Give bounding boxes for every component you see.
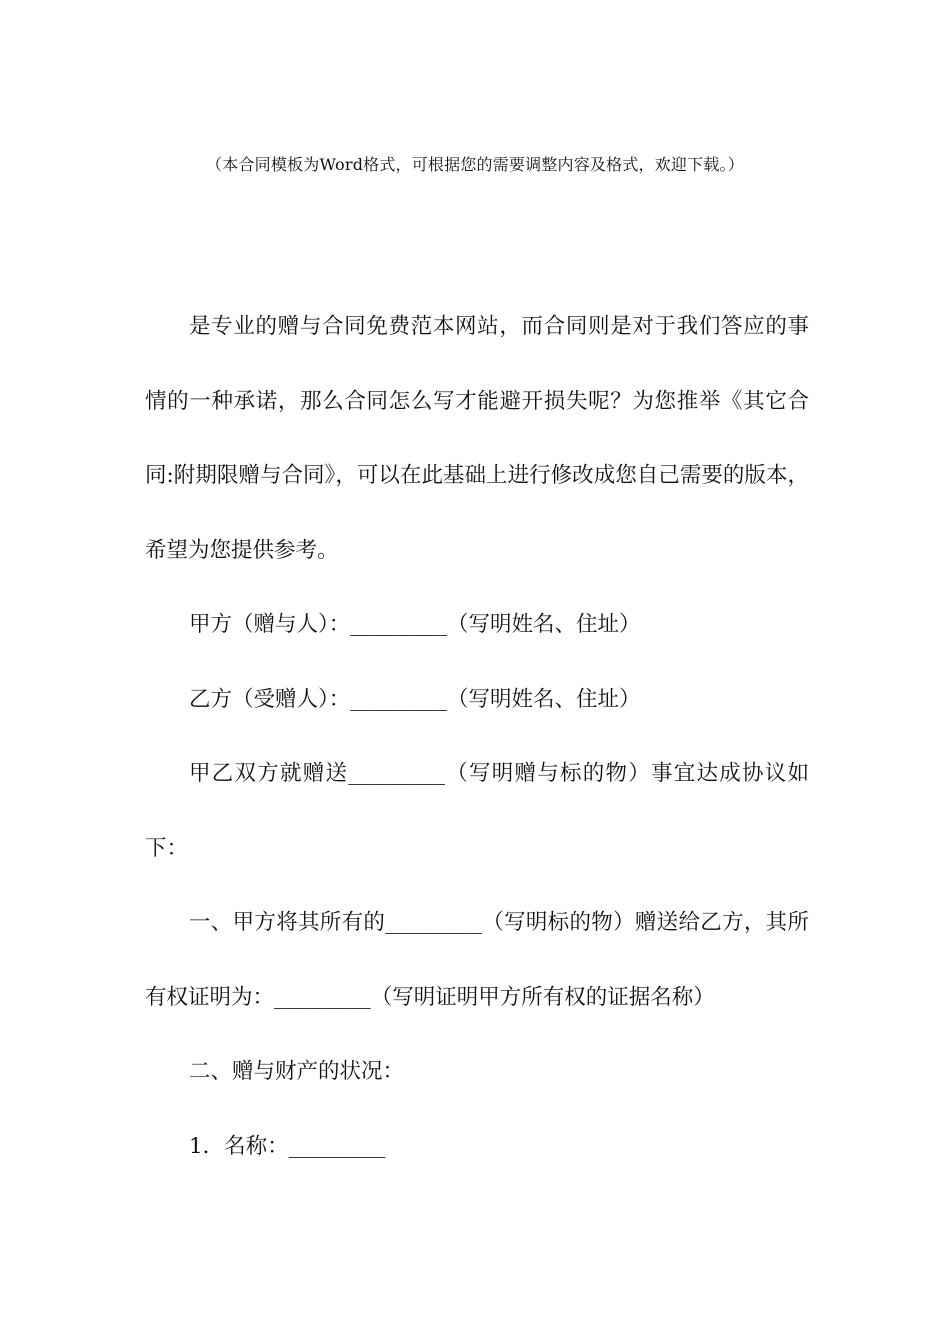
agreement-paragraph: 甲乙双方就赠送_________（写明赠与标的物）事宜达成协议如下： <box>145 761 809 861</box>
item-name-line: 1．名称：_________ <box>189 1133 386 1159</box>
clause-one: 一、甲方将其所有的_________（写明标的物）赠送给乙方，其所有权证明为：_________（写明证明甲方所有权的证据名称） <box>145 910 809 1010</box>
party-a-line: 甲方（赠与人）：_________（写明姓名、住址） <box>189 612 641 637</box>
intro-paragraph: 是专业的赠与合同免费范本网站，而合同则是对于我们答应的事情的一种承诺，那么合同怎么写才能避开损失呢？为您推举《其它合同:附期限赠与合同》，可以在此基础上进行修改成您自己需要的版本，希望为您提供参考。 <box>145 314 809 563</box>
party-b-line: 乙方（受赠人）：_________（写明姓名、住址） <box>189 686 641 712</box>
contract-body <box>145 290 809 1184</box>
template-note: （本合同模板为Word格式，可根据您的需要调整内容及格式，欢迎下载。） <box>206 155 744 174</box>
clause-two-heading: 二、赠与财产的状况： <box>189 1059 405 1084</box>
